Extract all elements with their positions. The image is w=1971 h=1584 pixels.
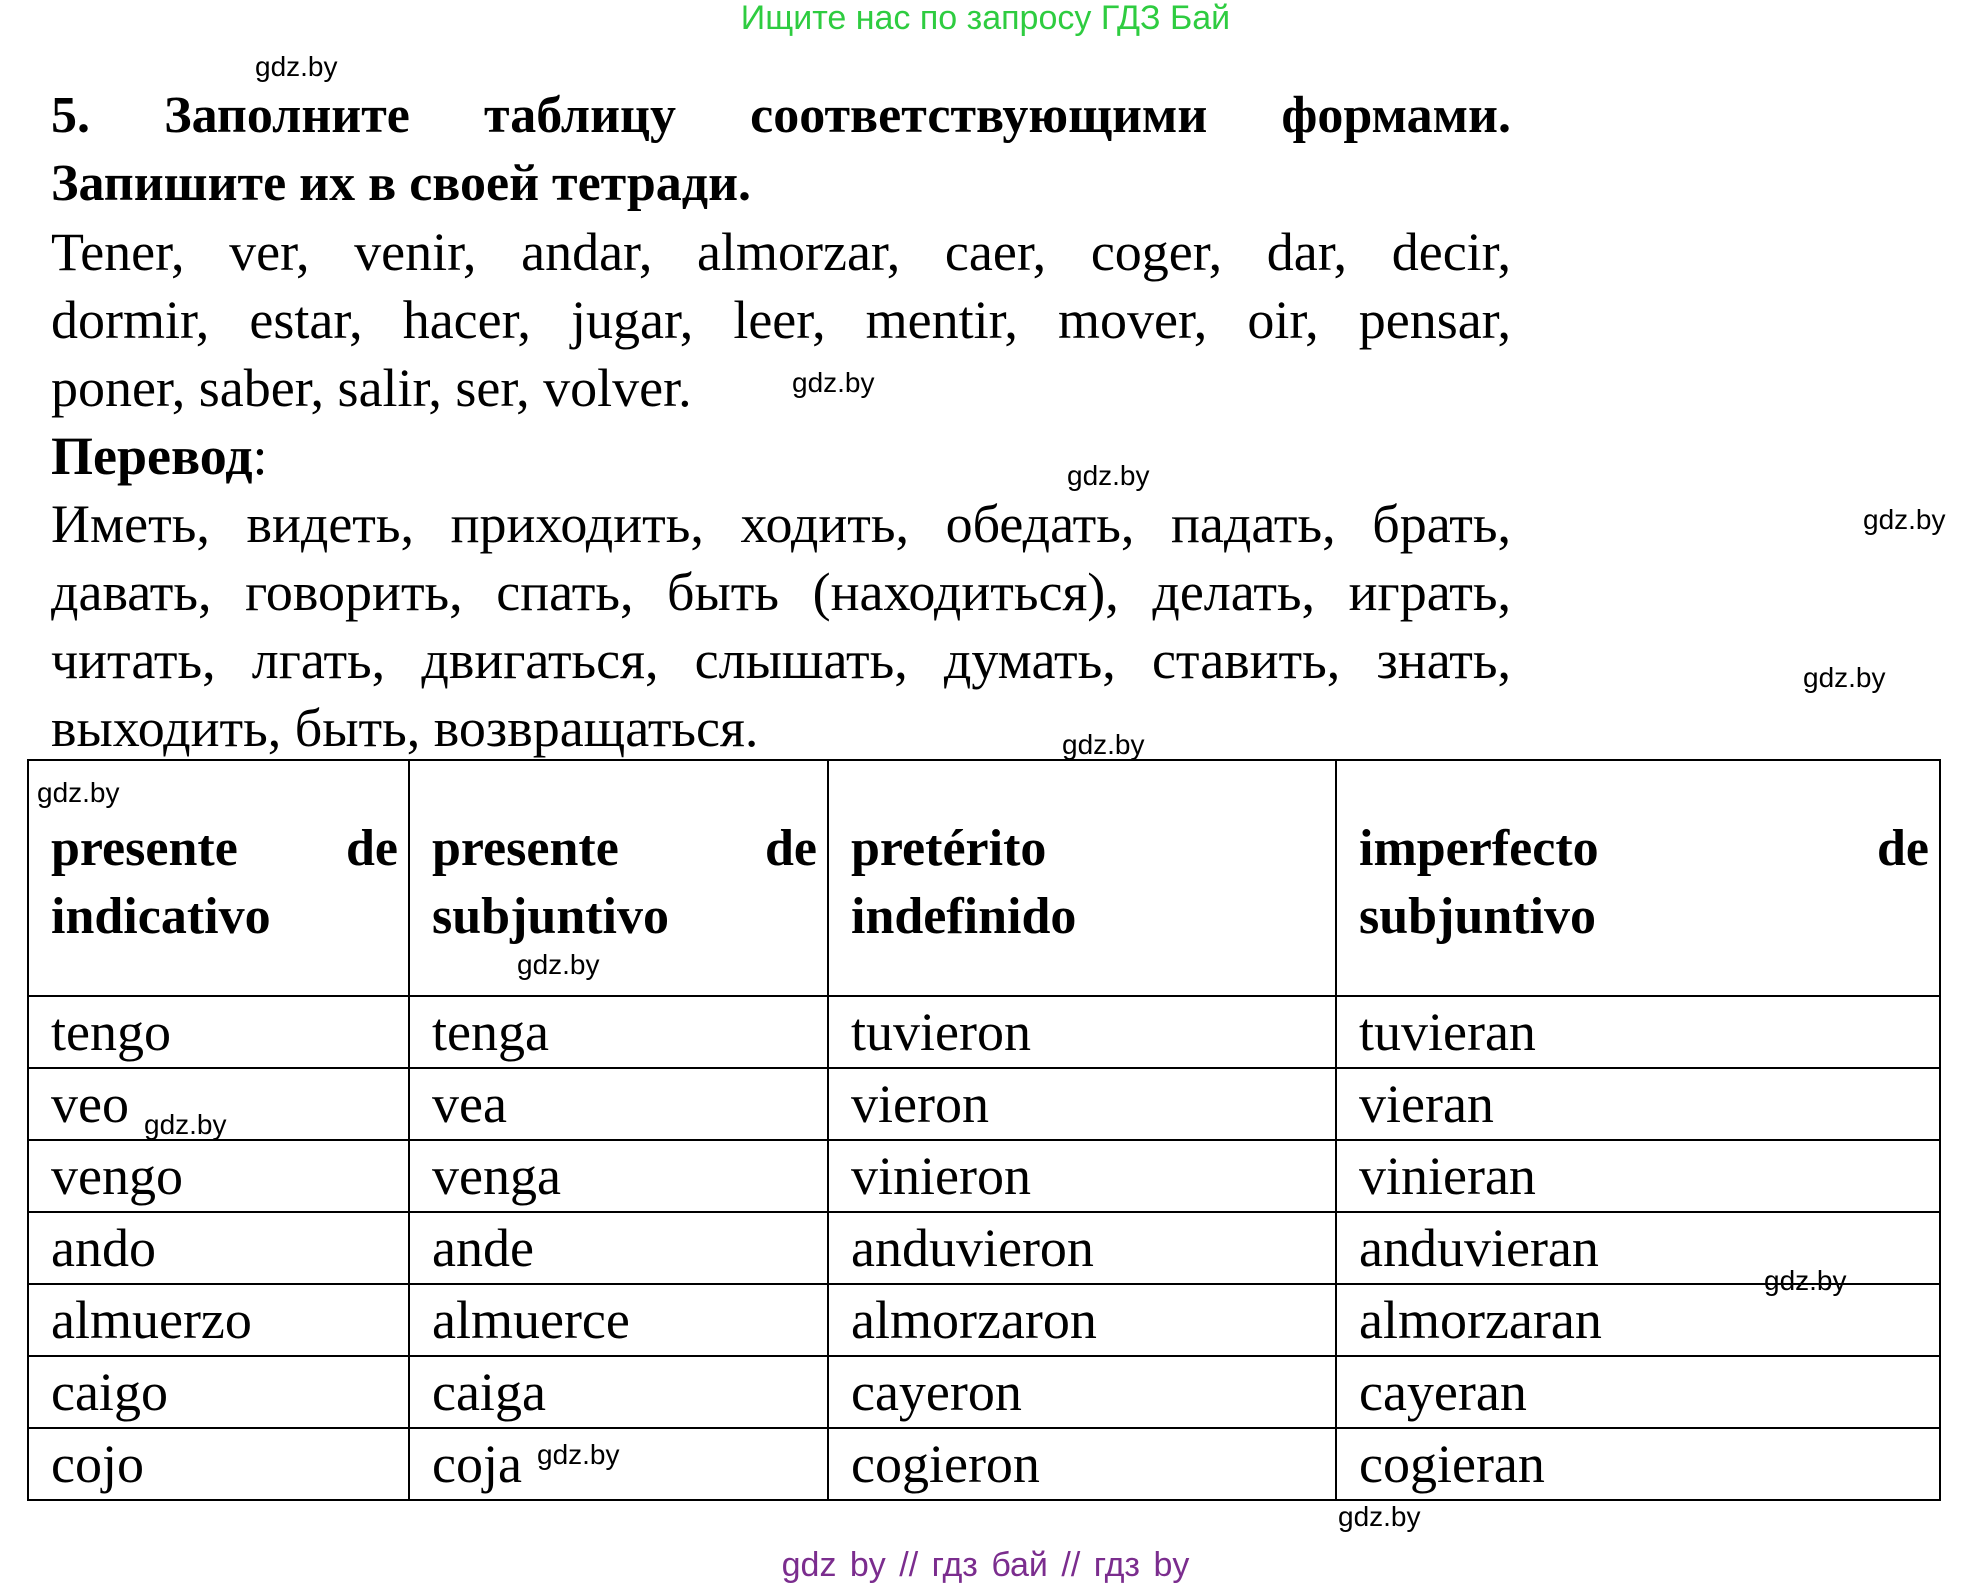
table-cell: caiga — [409, 1356, 828, 1428]
watermark: gdz.by — [1764, 1265, 1847, 1296]
table-cell: almorzaron — [828, 1284, 1336, 1356]
table-cell: vinieran — [1336, 1140, 1940, 1212]
verbs-line: Tener, ver, venir, andar, almorzar, caer, coger, dar, decir, — [51, 222, 1511, 282]
task-content — [51, 82, 1511, 762]
verbs-line: dormir, estar, hacer, jugar, leer, mentir, mover, oir, pensar, — [51, 290, 1511, 350]
header-line: presente de — [51, 820, 398, 877]
task-title — [51, 82, 1511, 218]
watermark: gdz.by — [1863, 504, 1946, 535]
table-cell: ando — [28, 1212, 409, 1284]
table-cell: vieron — [828, 1068, 1336, 1140]
table-cell: tenga — [409, 996, 828, 1068]
table-cell: vengo — [28, 1140, 409, 1212]
watermark: gdz.by — [37, 777, 120, 808]
table-row — [28, 1284, 1940, 1356]
table-cell: veo — [28, 1068, 409, 1140]
watermark: gdz.by — [144, 1109, 227, 1140]
translation-colon: : — [252, 426, 268, 486]
header-line: presente de — [432, 820, 817, 877]
table-row — [28, 1212, 1940, 1284]
watermark: gdz.by — [1338, 1501, 1421, 1532]
watermark: gdz.by — [517, 949, 600, 980]
watermark: gdz.by — [1803, 662, 1886, 693]
task-title-line1: 5. Заполните таблицу соответствующими формами. — [51, 87, 1511, 144]
table-cell: cogieron — [828, 1428, 1336, 1500]
table-cell: almorzaran — [1336, 1284, 1940, 1356]
table-cell: vinieron — [828, 1140, 1336, 1212]
translation-line: выходить, быть, возвращаться. — [51, 698, 759, 758]
top-banner: Ищите нас по запросу ГДЗ Бай — [740, 0, 1231, 37]
table-cell: tuvieron — [828, 996, 1336, 1068]
header-presente-indicativo — [28, 760, 409, 996]
table-cell: anduvieran — [1336, 1212, 1940, 1284]
watermark: gdz.by — [537, 1439, 620, 1470]
watermark: gdz.by — [1062, 729, 1145, 760]
table-row — [28, 1428, 1940, 1500]
table-cell: tuvieran — [1336, 996, 1940, 1068]
watermark: gdz.by — [1067, 460, 1150, 491]
watermark: gdz.by — [792, 367, 875, 398]
table-row — [28, 1140, 1940, 1212]
header-line: pretérito — [851, 820, 1047, 877]
verb-forms-table — [27, 759, 1941, 1501]
verbs-line: poner, saber, salir, ser, volver. — [51, 358, 692, 418]
header-imperfecto-subjuntivo — [1336, 760, 1940, 996]
table-cell: vieran — [1336, 1068, 1940, 1140]
translation-line: Иметь, видеть, приходить, ходить, обедать, падать, брать, — [51, 494, 1511, 554]
task-title-line2: Запишите их в своей тетради. — [51, 155, 752, 212]
table-header-row — [28, 760, 1940, 996]
header-line: imperfecto de — [1359, 820, 1929, 877]
header-line: subjuntivo — [432, 888, 669, 945]
table-row — [28, 1356, 1940, 1428]
verbs-list — [51, 218, 1511, 422]
table-cell: almuerzo — [28, 1284, 409, 1356]
table-cell: almuerce — [409, 1284, 828, 1356]
table-cell: venga — [409, 1140, 828, 1212]
table-cell: caigo — [28, 1356, 409, 1428]
footer-links: gdz by // гдз бай // гдз by — [781, 1546, 1190, 1584]
translation-label: Перевод — [51, 426, 253, 486]
header-line: indefinido — [851, 888, 1077, 945]
table-cell: vea — [409, 1068, 828, 1140]
translation-list — [51, 490, 1511, 762]
translation-heading — [51, 422, 1511, 490]
table-cell: ande — [409, 1212, 828, 1284]
table-cell: cayeran — [1336, 1356, 1940, 1428]
table-cell: cayeron — [828, 1356, 1336, 1428]
table-cell: tengo — [28, 996, 409, 1068]
watermark: gdz.by — [255, 51, 338, 82]
table-row — [28, 996, 1940, 1068]
table-cell: cogieran — [1336, 1428, 1940, 1500]
table-cell: anduvieron — [828, 1212, 1336, 1284]
translation-line: давать, говорить, спать, быть (находиться), делать, играть, — [51, 562, 1511, 622]
table-cell: coja — [409, 1428, 828, 1500]
header-presente-subjuntivo — [409, 760, 828, 996]
table-cell: cojo — [28, 1428, 409, 1500]
header-line: subjuntivo — [1359, 888, 1596, 945]
header-line: indicativo — [51, 888, 271, 945]
translation-line: читать, лгать, двигаться, слышать, думать, ставить, знать, — [51, 630, 1511, 690]
table-row — [28, 1068, 1940, 1140]
header-preterito-indefinido — [828, 760, 1336, 996]
